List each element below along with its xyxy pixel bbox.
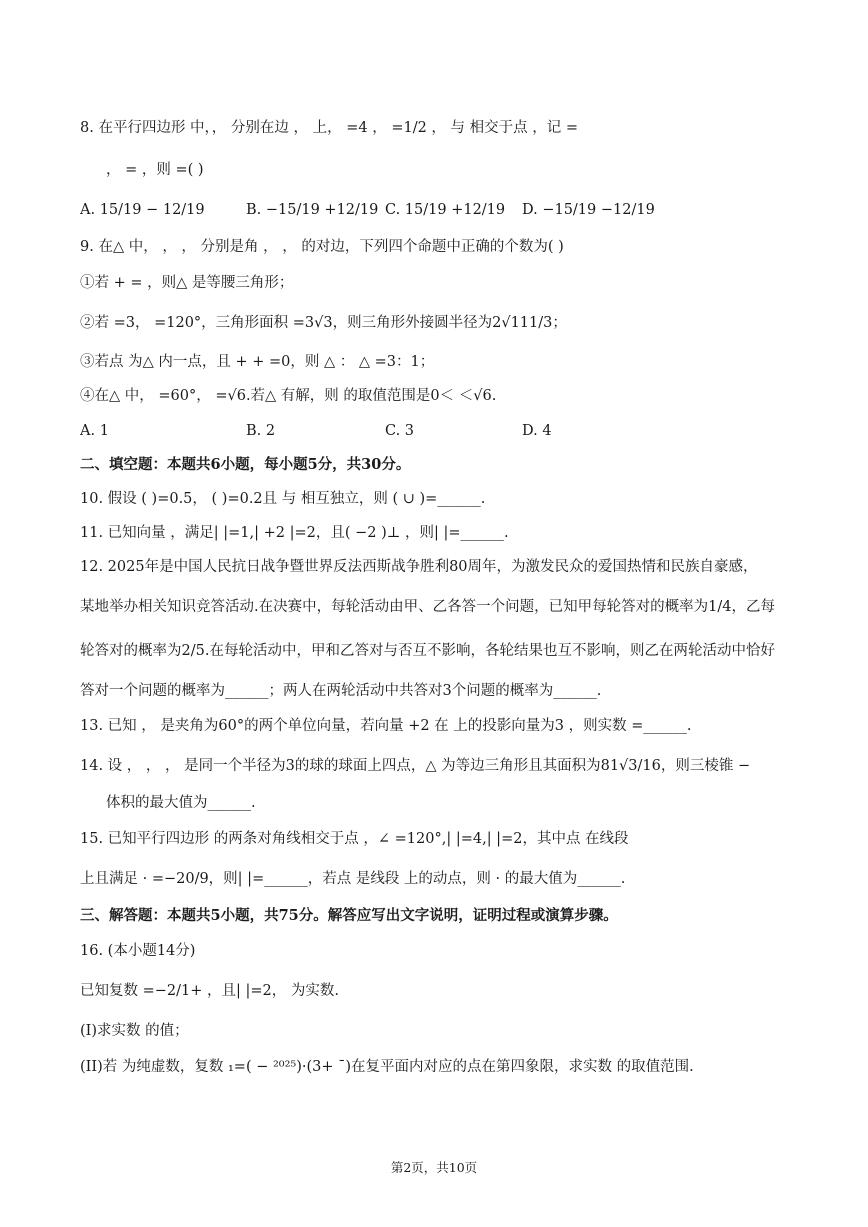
q8-option-a: A. 15/19 − 12/19: [80, 202, 205, 218]
q9-option-b: B. 2: [246, 423, 276, 439]
section-fill-in-heading: 二、填空题：本题共6小题，每小题5分，共30分。: [80, 456, 411, 473]
q15-line-2: 上且满足 · =−20/9，则| |=______，若点 是线段 上的动点，则 · 的最大值为______.: [80, 871, 626, 887]
q12-line-2: 某地举办相关知识竞答活动.在决赛中，每轮活动由甲、乙各答一个问题，已知甲每轮答对的概率为1/4，乙每: [80, 599, 775, 615]
q16-stem: 已知复数 =−2/1+ ，且| |=2， 为实数.: [80, 983, 339, 999]
q8-option-b: B. −15/19 +12/19: [246, 202, 379, 218]
q9-stem: 9. 在△ 中， ， ， 分别是角 ， ， 的对边，下列四个命题中正确的个数为( ): [80, 239, 564, 255]
q9-statement-3: ③若点 为△ 内一点，且 + + =0，则 △ ： △ =3：1；: [80, 354, 435, 370]
q15-line-1: 15. 已知平行四边形 的两条对角线相交于点 ，∠ =120°,| |=4,| |=2，其中点 在线段: [80, 831, 629, 847]
q10: 10. 假设 ( )=0.5， ( )=0.2且 与 相互独立，则 ( ∪ )=______.: [80, 491, 486, 507]
q14-line-1: 14. 设 ， ， ， 是同一个半径为3的球的球面上四点，△ 为等边三角形且其面积为81√3/16，则三棱锥 −: [80, 758, 751, 774]
q14-line-2: 体积的最大值为______.: [106, 795, 256, 811]
q9-option-c: C. 3: [385, 423, 415, 439]
q12-line-3: 轮答对的概率为2/5.在每轮活动中，甲和乙答对与否互不影响，各轮结果也互不影响，则乙在两轮活动中恰好: [80, 643, 775, 659]
q16-title: 16. (本小题14分): [80, 943, 196, 959]
q8-stem-continued: ， = ，则 =( ): [106, 162, 204, 178]
q8-option-c: C. 15/19 +12/19: [385, 202, 506, 218]
q16-part-1: (I)求实数 的值；: [80, 1023, 189, 1039]
q8-option-d: D. −15/19 −12/19: [522, 202, 655, 218]
section-answer-heading: 三、解答题：本题共5小题，共75分。解答应写出文字说明，证明过程或演算步骤。: [80, 907, 618, 924]
q11: 11. 已知向量 ，满足| |=1,| +2 |=2，且( −2 )⊥ ，则| |=______.: [80, 525, 509, 541]
q16-part-2: (II)若 为纯虚数，复数 ₁=( − ²⁰²⁵)·(3+ ¯)在复平面内对应的点在第四象限，求实数 的取值范围.: [80, 1059, 694, 1075]
q9-statement-2: ②若 =3， =120°，三角形面积 =3√3，则三角形外接圆半径为2√111/3；: [80, 315, 567, 331]
q9-option-a: A. 1: [80, 423, 109, 439]
q9-statement-1: ①若 + = ，则△ 是等腰三角形；: [80, 275, 294, 291]
q9-option-d: D. 4: [522, 423, 552, 439]
q12-line-4: 答对一个问题的概率为______；两人在两轮活动中共答对3个问题的概率为______.: [80, 683, 602, 699]
page-number-footer: 第2页，共10页: [390, 1160, 478, 1175]
q8-stem: 8. 在平行四边形 中，， 分别在边 ， 上， =4 ， =1/2 ， 与 相交于点 ，记 =: [80, 120, 579, 136]
q9-statement-4: ④在△ 中， =60°， =√6.若△ 有解，则 的取值范围是0＜ ＜√6.: [80, 388, 497, 404]
q12-line-1: 12. 2025年是中国人民抗日战争暨世界反法西斯战争胜利80周年，为激发民众的爱国热情和民族自豪感，: [80, 559, 758, 575]
q13: 13. 已知 ， 是夹角为60°的两个单位向量，若向量 +2 在 上的投影向量为3 ，则实数 =______.: [80, 718, 692, 734]
